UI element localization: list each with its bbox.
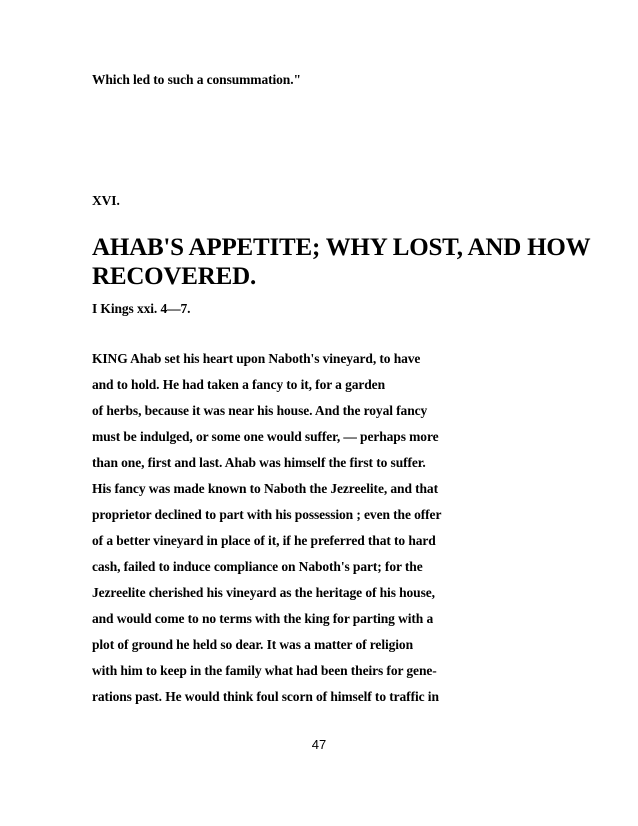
scripture-reference: I Kings xxi. 4—7. bbox=[92, 301, 191, 316]
body-line: KING Ahab set his heart upon Naboth's vineyard, to have bbox=[92, 351, 421, 366]
section-number: XVI. bbox=[92, 193, 120, 208]
body-line: with him to keep in the family what had been theirs for gene- bbox=[92, 663, 437, 678]
body-line: and would come to no terms with the king for parting with a bbox=[92, 611, 434, 626]
body-line: of herbs, because it was near his house. And the royal fancy bbox=[92, 403, 428, 418]
body-line: cash, failed to induce compliance on Naboth's part; for the bbox=[92, 559, 423, 574]
body-line: of a better vineyard in place of it, if he preferred that to hard bbox=[92, 533, 436, 548]
body-line: Jezreelite cherished his vineyard as the heritage of his house, bbox=[92, 585, 435, 600]
body-line: rations past. He would think foul scorn of himself to traffic in bbox=[92, 689, 439, 704]
continuation-line: Which led to such a consummation." bbox=[92, 72, 301, 87]
body-line: must be indulged, or some one would suffer, — perhaps more bbox=[92, 429, 439, 444]
body-line: and to hold. He had taken a fancy to it, for a garden bbox=[92, 377, 385, 392]
body-line: His fancy was made known to Naboth the Jezreelite, and that bbox=[92, 481, 438, 496]
chapter-title-line-1: AHAB'S APPETITE; WHY LOST, AND HOW bbox=[92, 234, 591, 261]
body-line: than one, first and last. Ahab was himself the first to suffer. bbox=[92, 455, 426, 470]
body-line: plot of ground he held so dear. It was a matter of religion bbox=[92, 637, 413, 652]
chapter-title-line-2: RECOVERED. bbox=[92, 263, 256, 290]
page-number: 47 bbox=[311, 737, 327, 752]
body-line: proprietor declined to part with his possession ; even the offer bbox=[92, 507, 442, 522]
